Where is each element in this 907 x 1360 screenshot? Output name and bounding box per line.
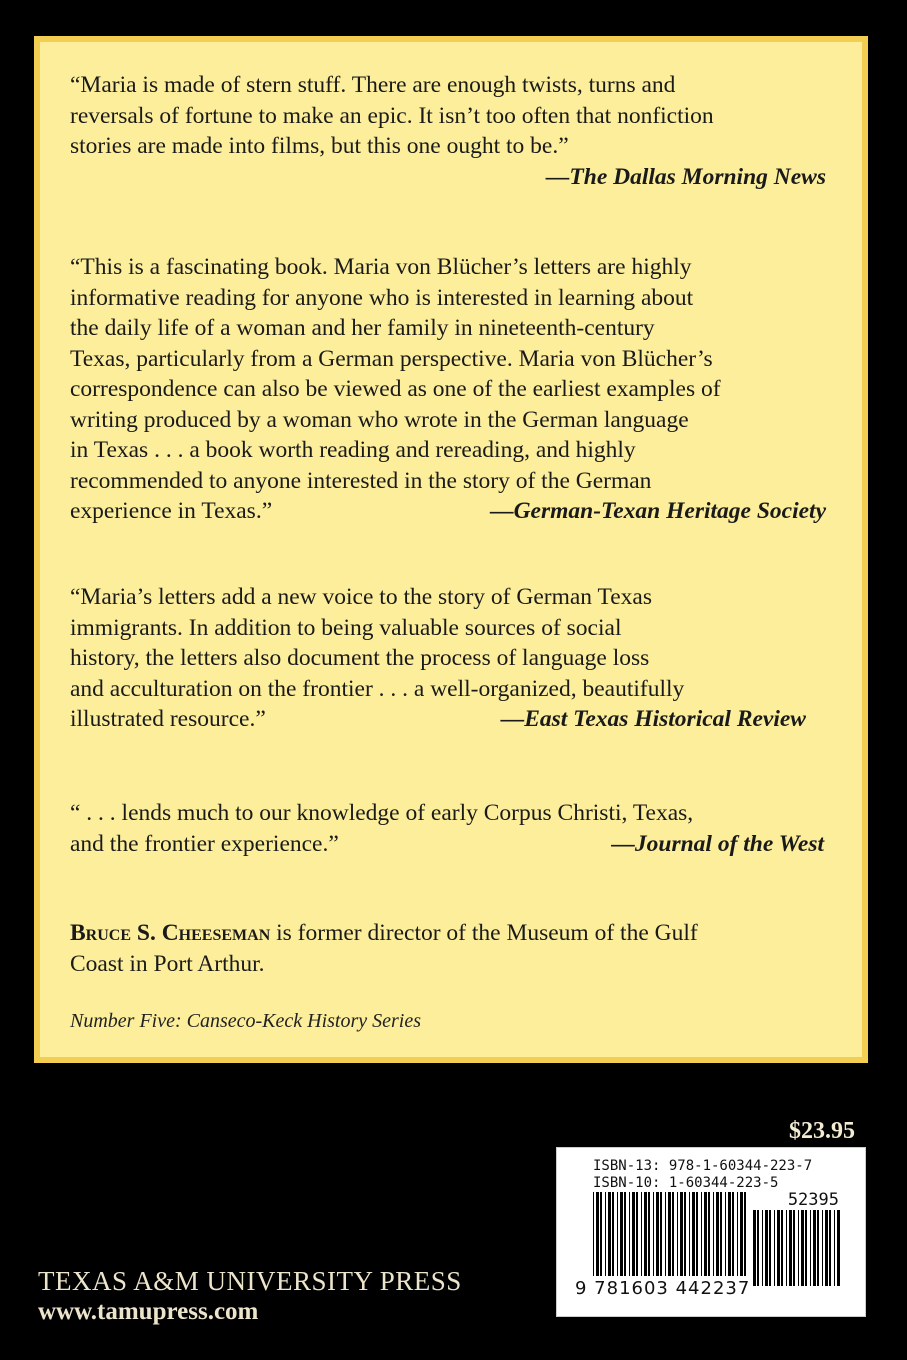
barcode-bar bbox=[629, 1192, 630, 1276]
isbn-barcode bbox=[556, 1147, 866, 1317]
bio-line bbox=[70, 918, 830, 949]
barcode-bar bbox=[612, 1192, 614, 1276]
barcode-bar bbox=[793, 1210, 795, 1286]
barcode-bar bbox=[798, 1210, 799, 1286]
barcode-bar bbox=[825, 1210, 828, 1286]
barcode-bar bbox=[740, 1192, 743, 1276]
quote-line: reversals of fortune to make an epic. It isn’t too often that nonfiction bbox=[70, 102, 714, 129]
quote-heritage-society bbox=[70, 252, 830, 527]
barcode-bar bbox=[817, 1210, 819, 1286]
quote-line: and acculturation on the frontier . . . a well-organized, beautifully bbox=[70, 675, 685, 702]
barcode-bar bbox=[753, 1210, 756, 1286]
barcode-bar bbox=[672, 1192, 674, 1276]
barcode-bar bbox=[713, 1192, 714, 1276]
quote-line: “Maria is made of stern stuff. There are enough twists, turns and bbox=[70, 72, 676, 98]
isbn-13: ISBN-13: 978-1-60344-223-7 bbox=[593, 1158, 813, 1174]
author-bio bbox=[70, 918, 830, 979]
isbn-10: ISBN-10: 1-60344-223-5 bbox=[593, 1175, 779, 1191]
quote-line: “This is a fascinating book. Maria von Blücher’s letters are highly bbox=[70, 254, 692, 280]
barcode-bar bbox=[665, 1192, 666, 1276]
quote-dallas bbox=[70, 70, 830, 192]
quote-line: recommended to anyone interested in the story of the German bbox=[70, 467, 652, 494]
quote-east-texas bbox=[70, 582, 830, 735]
barcode-bar bbox=[769, 1210, 771, 1286]
bio-line: Coast in Port Arthur. bbox=[70, 950, 265, 977]
barcode-bar bbox=[834, 1210, 835, 1286]
barcode-bar bbox=[829, 1210, 831, 1286]
barcode-bar bbox=[701, 1192, 702, 1276]
barcode-bar bbox=[680, 1192, 683, 1276]
quote-last-line bbox=[70, 496, 830, 527]
barcode-bar bbox=[810, 1210, 811, 1286]
quote-line: illustrated resource.” bbox=[70, 706, 266, 732]
barcode-bar bbox=[653, 1192, 654, 1276]
quote-line: writing produced by a woman who wrote in the German language bbox=[70, 406, 689, 433]
publisher-name: TEXAS A&M UNIVERSITY PRESS bbox=[38, 1266, 462, 1296]
bio-text: is former director of the Museum of the Gulf bbox=[270, 920, 698, 946]
barcode-bar bbox=[757, 1210, 759, 1286]
quote-line: “ . . . lends much to our knowledge of early Corpus Christi, Texas, bbox=[70, 800, 694, 826]
barcode-bar bbox=[813, 1210, 816, 1286]
barcode-bar bbox=[632, 1192, 635, 1276]
barcode-bar bbox=[696, 1192, 698, 1276]
quote-journal-west bbox=[70, 798, 830, 859]
barcode-bar bbox=[644, 1192, 647, 1276]
barcode-bar bbox=[689, 1192, 690, 1276]
barcode-bar bbox=[708, 1192, 710, 1276]
barcode-bar bbox=[692, 1192, 695, 1276]
barcode-bar bbox=[822, 1210, 823, 1286]
barcode-bar bbox=[716, 1192, 719, 1276]
barcode-bar bbox=[617, 1192, 618, 1276]
barcode-bar bbox=[837, 1210, 840, 1286]
barcode-bar bbox=[593, 1192, 594, 1276]
barcode-bar bbox=[728, 1192, 731, 1276]
barcode-bar bbox=[765, 1210, 768, 1286]
barcode-bar bbox=[608, 1192, 611, 1276]
barcode-bar bbox=[805, 1210, 807, 1286]
quote-last-line bbox=[70, 829, 830, 860]
quote-attribution: —Journal of the West bbox=[611, 830, 824, 857]
barcode-bar bbox=[732, 1192, 734, 1276]
price: $23.95 bbox=[789, 1118, 855, 1144]
series-title: Number Five: Canseco-Keck History Series bbox=[70, 1010, 422, 1032]
quote-line: Texas, particularly from a German perspective. Maria von Blücher’s bbox=[70, 345, 713, 372]
barcode-bar bbox=[656, 1192, 659, 1276]
barcode-bar bbox=[605, 1192, 606, 1276]
barcode-bar bbox=[786, 1210, 787, 1286]
barcode-bar bbox=[801, 1210, 804, 1286]
barcode-bar bbox=[684, 1192, 686, 1276]
author-name: Bruce S. Cheeseman bbox=[70, 920, 271, 946]
barcode-bar bbox=[777, 1210, 780, 1286]
quote-line: stories are made into films, but this one ought to be.” bbox=[70, 133, 569, 159]
barcode-bar bbox=[744, 1192, 746, 1276]
ean-digits: 9 781603 442237 bbox=[575, 1278, 751, 1299]
barcode-bar bbox=[596, 1192, 599, 1276]
barcode-bar bbox=[789, 1210, 792, 1286]
barcode-bar bbox=[636, 1192, 638, 1276]
quote-line: experience in Texas.” bbox=[70, 498, 273, 524]
barcode-bar bbox=[737, 1192, 738, 1276]
barcode-bar bbox=[624, 1192, 626, 1276]
quote-line: in Texas . . . a book worth reading and rereading, and highly bbox=[70, 437, 636, 463]
quote-line: “Maria’s letters add a new voice to the story of German Texas bbox=[70, 584, 652, 610]
quote-line: the daily life of a woman and her family in nineteenth-century bbox=[70, 315, 655, 341]
review-panel bbox=[34, 36, 868, 1063]
barcode-bar bbox=[641, 1192, 642, 1276]
barcode-bar bbox=[781, 1210, 783, 1286]
quote-attribution: —The Dallas Morning News bbox=[545, 163, 826, 190]
quote-attribution: —East Texas Historical Review bbox=[500, 706, 806, 732]
price-code: 52395 bbox=[787, 1190, 839, 1210]
quote-line: and the frontier experience.” bbox=[70, 830, 339, 857]
quote-last-line bbox=[70, 704, 830, 735]
barcode-bar bbox=[660, 1192, 662, 1276]
quote-line: immigrants. In addition to being valuable sources of social bbox=[70, 614, 622, 641]
barcode-bar bbox=[600, 1192, 602, 1276]
barcode-bar bbox=[668, 1192, 671, 1276]
barcode-bar bbox=[620, 1192, 623, 1276]
quote-line: correspondence can also be viewed as one of the earliest examples of bbox=[70, 376, 721, 402]
barcode-bar bbox=[725, 1192, 726, 1276]
barcode-bar bbox=[677, 1192, 678, 1276]
barcode-bar bbox=[720, 1192, 722, 1276]
quote-line: informative reading for anyone who is interested in learning about bbox=[70, 284, 694, 311]
publisher-url: www.tamupress.com bbox=[38, 1298, 259, 1325]
quote-attribution: —German-Texan Heritage Society bbox=[490, 498, 826, 524]
barcode-bar bbox=[762, 1210, 763, 1286]
barcode-bar bbox=[704, 1192, 707, 1276]
barcode-bar bbox=[774, 1210, 775, 1286]
quote-line: history, the letters also document the process of language loss bbox=[70, 645, 650, 671]
barcode-bar bbox=[648, 1192, 650, 1276]
